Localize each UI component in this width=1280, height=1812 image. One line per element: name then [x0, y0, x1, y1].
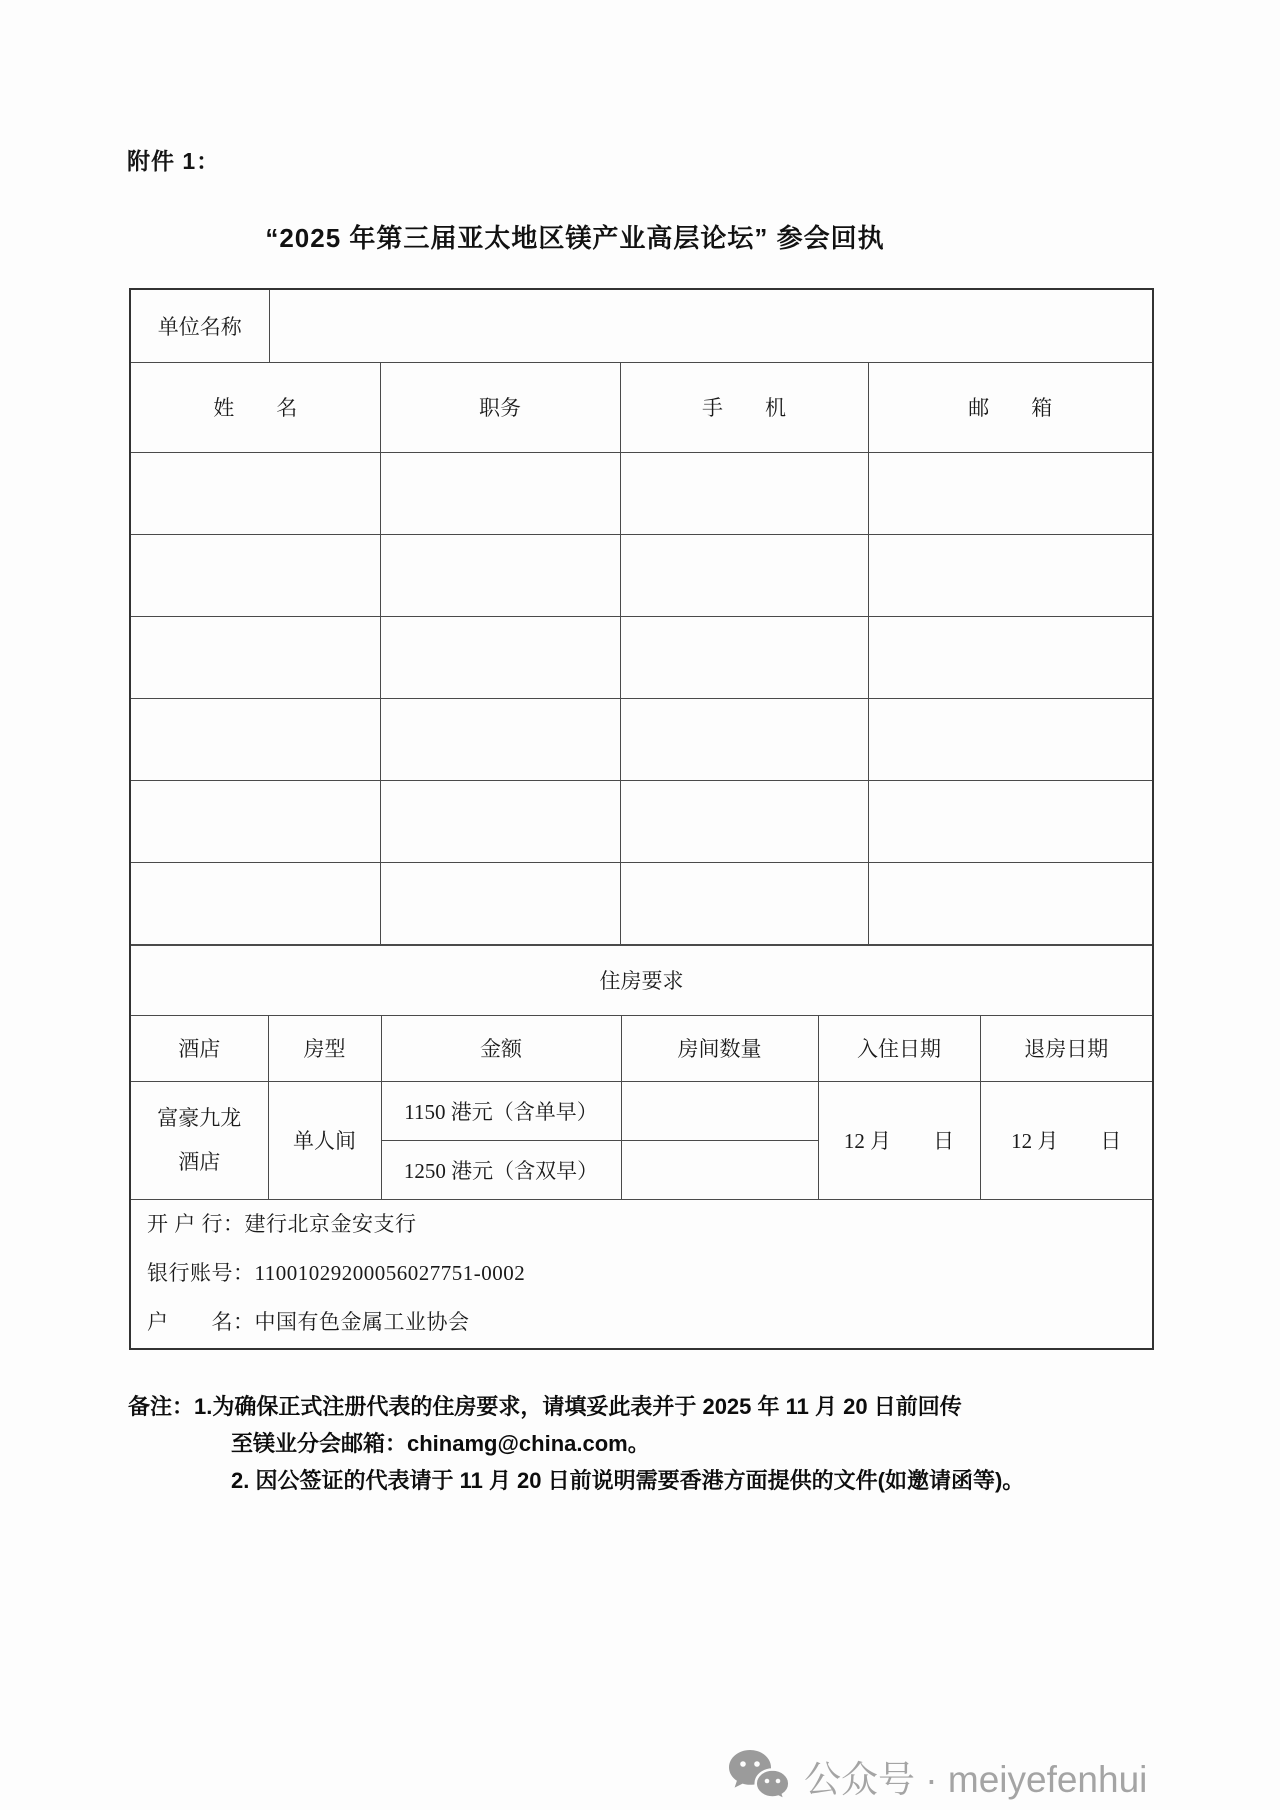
room-type-cell: 单人间: [268, 1081, 381, 1199]
attendee-empty-row: [131, 616, 1152, 698]
attendee-empty-row: [131, 698, 1152, 780]
empty-cell: [380, 780, 620, 862]
hotel-name-cell: [131, 1081, 268, 1199]
attendee-empty-row: [131, 780, 1152, 862]
attendee-empty-row: [131, 862, 1152, 944]
empty-cell: [620, 862, 868, 944]
page-title: “2025 年第三届亚太地区镁产业高层论坛” 参会回执: [265, 223, 885, 253]
empty-cell: [620, 616, 868, 698]
col-header-name: 姓 名: [131, 362, 380, 452]
unit-name-label-cell: 单位名称: [131, 290, 269, 362]
note-line-2: 至镁业分会邮箱：chinamg@china.com。: [231, 1431, 650, 1456]
attendee-empty-row: [131, 452, 1152, 534]
col-header-hotel: 酒店: [131, 1015, 268, 1081]
wechat-icon: [728, 1749, 790, 1803]
empty-cell: [868, 452, 1152, 534]
bank-account-line: 银行账号：11001029200056027751-0002: [147, 1261, 526, 1286]
col-header-email: 邮 箱: [868, 362, 1152, 452]
empty-cell: [620, 698, 868, 780]
housing-header-row: [131, 1015, 1152, 1081]
empty-cell: [131, 698, 380, 780]
empty-cell: [131, 452, 380, 534]
price-option-1-cell: 1150 港元（含单早）: [381, 1081, 621, 1140]
unit-name-row: [131, 290, 1152, 362]
watermark-text: 公众号 · meiyefenhui: [804, 1759, 1148, 1800]
col-header-room-qty: 房间数量: [621, 1015, 818, 1081]
bank-info-row: [131, 1199, 1152, 1348]
empty-cell: [868, 534, 1152, 616]
empty-cell: [131, 780, 380, 862]
checkin-date-cell: 12 月 日: [818, 1081, 980, 1199]
housing-title-row: [131, 945, 1152, 1015]
empty-cell: [380, 534, 620, 616]
watermark: [728, 1746, 1147, 1806]
empty-cell: [380, 452, 620, 534]
price-option-2-cell: 1250 港元（含双早）: [381, 1140, 621, 1199]
empty-cell: [131, 534, 380, 616]
room-qty-1-cell: [621, 1081, 818, 1140]
checkout-date-cell: 12 月 日: [980, 1081, 1152, 1199]
attachment-label: 附件 1：: [127, 148, 221, 174]
empty-cell: [380, 862, 620, 944]
registration-form-table: [129, 288, 1154, 1350]
empty-cell: [131, 862, 380, 944]
housing-table: [131, 945, 1152, 1349]
bank-holder-line: 户 名：中国有色金属工业协会: [147, 1310, 470, 1335]
col-header-checkout: 退房日期: [980, 1015, 1152, 1081]
notes-block: [128, 1388, 1188, 1499]
hotel-row-1: [131, 1081, 1152, 1140]
col-header-position: 职务: [380, 362, 620, 452]
empty-cell: [868, 780, 1152, 862]
empty-cell: [868, 616, 1152, 698]
note-line-1: 备注：1.为确保正式注册代表的住房要求，请填妥此表并于 2025 年 11 月 20 日前回传: [128, 1394, 962, 1419]
empty-cell: [620, 452, 868, 534]
attendee-empty-row: [131, 534, 1152, 616]
hotel-name-line1: 富豪九龙: [157, 1106, 242, 1130]
empty-cell: [620, 534, 868, 616]
hotel-name-line2: 酒店: [178, 1150, 221, 1174]
note-line-3: 2. 因公签证的代表请于 11 月 20 日前说明需要香港方面提供的文件(如邀请函等)。: [231, 1468, 1025, 1493]
empty-cell: [131, 616, 380, 698]
empty-cell: [868, 862, 1152, 944]
room-qty-2-cell: [621, 1140, 818, 1199]
bank-info-cell: [131, 1199, 1152, 1348]
attendee-header-row: [131, 362, 1152, 452]
empty-cell: [380, 698, 620, 780]
bank-name-line: 开 户 行：建行北京金安支行: [147, 1212, 417, 1237]
empty-cell: [868, 698, 1152, 780]
col-header-room-type: 房型: [268, 1015, 381, 1081]
col-header-checkin: 入住日期: [818, 1015, 980, 1081]
attendee-table: [131, 290, 1152, 945]
unit-name-value-cell: [269, 290, 1152, 362]
col-header-amount: 金额: [381, 1015, 621, 1081]
empty-cell: [380, 616, 620, 698]
col-header-mobile: 手 机: [620, 362, 868, 452]
housing-section-title: 住房要求: [131, 945, 1152, 1015]
empty-cell: [620, 780, 868, 862]
